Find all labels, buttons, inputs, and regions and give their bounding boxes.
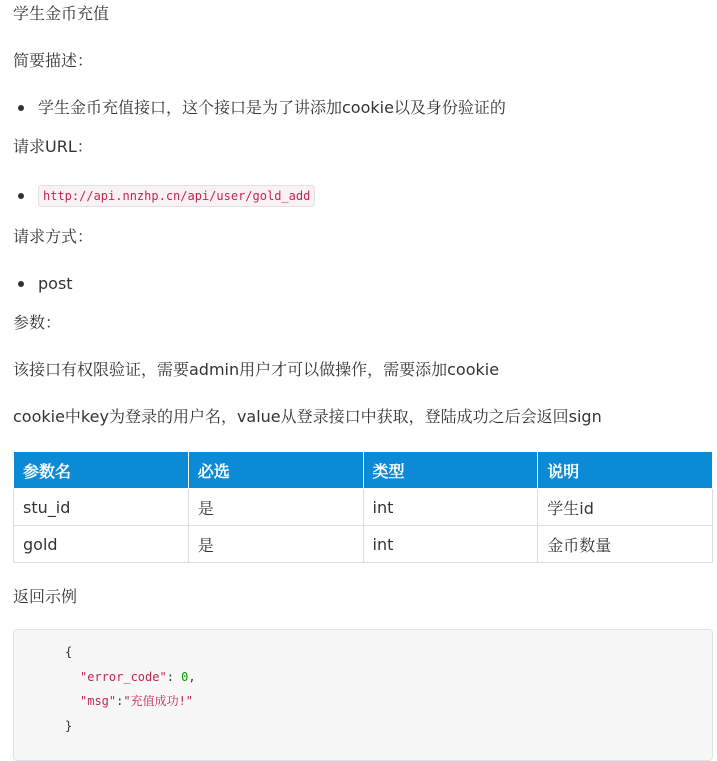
table-cell: stu_id — [14, 489, 189, 526]
table-cell: int — [363, 489, 538, 526]
table-row — [14, 489, 713, 526]
bullet-dot — [18, 105, 24, 111]
table-cell: 金币数量 — [538, 526, 713, 563]
method-text: post — [38, 274, 73, 293]
params-table — [13, 451, 713, 563]
code-key: "error_code" — [80, 670, 167, 684]
code-open-brace: { — [65, 645, 73, 659]
code-line-error-code — [80, 669, 196, 685]
column-header: 说明 — [538, 452, 713, 489]
table-header-row — [14, 452, 713, 489]
code-separator: : — [116, 694, 124, 708]
column-header: 参数名 — [14, 452, 189, 489]
table-cell: gold — [14, 526, 189, 563]
description-label: 简要描述： — [13, 51, 94, 70]
method-label: 请求方式： — [13, 227, 94, 246]
code-value: "充值成功!" — [123, 694, 194, 708]
table-row — [14, 526, 713, 563]
bullet-dot — [18, 193, 24, 199]
auth-note: 该接口有权限验证，需要admin用户才可以做操作，需要添加cookie — [13, 360, 500, 379]
code-block[interactable] — [13, 629, 713, 761]
params-label: 参数： — [13, 313, 62, 332]
code-separator: : — [166, 670, 182, 684]
code-comma: , — [188, 670, 196, 684]
return-example-label: 返回示例 — [13, 587, 78, 606]
page-title: 学生金币充值 — [13, 4, 110, 23]
table-cell: 是 — [188, 489, 363, 526]
table-cell: 是 — [188, 526, 363, 563]
code-close-brace: } — [65, 719, 73, 733]
code-line-msg — [80, 693, 193, 709]
cookie-note: cookie中key为登录的用户名，value从登录接口中获取，登陆成功之后会返回sign — [13, 407, 602, 426]
url-label: 请求URL： — [13, 137, 93, 156]
table-cell: int — [363, 526, 538, 563]
url-code[interactable]: http://api.nnzhp.cn/api/user/gold_add — [38, 185, 315, 207]
column-header: 必选 — [188, 452, 363, 489]
table-cell: 学生id — [538, 489, 713, 526]
bullet-dot — [18, 281, 24, 287]
code-key: "msg" — [80, 694, 117, 708]
description-text: 学生金币充值接口，这个接口是为了讲添加cookie以及身份验证的 — [38, 98, 506, 117]
code-value: 0 — [181, 670, 189, 684]
column-header: 类型 — [363, 452, 538, 489]
